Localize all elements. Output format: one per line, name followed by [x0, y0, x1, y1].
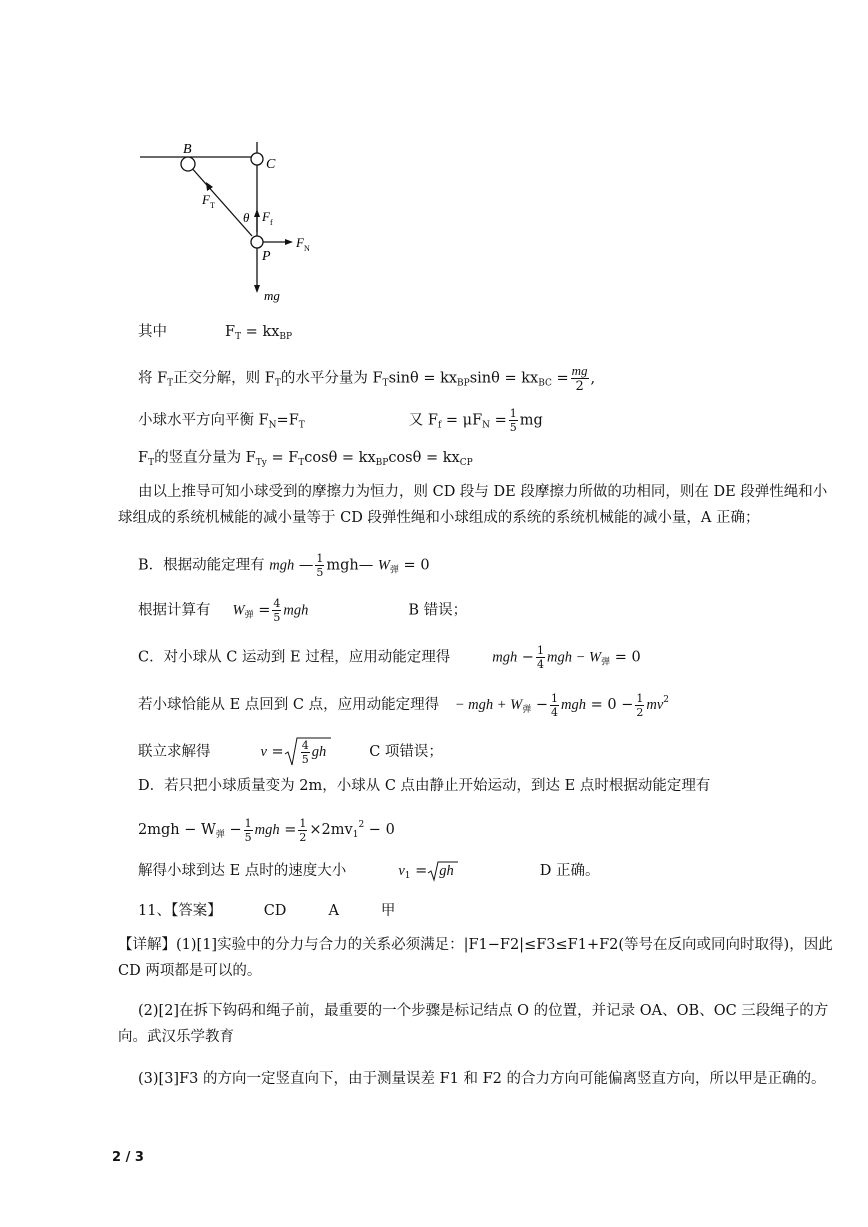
numerator: 1	[509, 407, 517, 420]
text: W	[377, 557, 390, 574]
label-fn: $F_N$	[296, 235, 310, 253]
text: 弹	[389, 565, 399, 576]
text: =	[279, 822, 297, 838]
text: 弹	[601, 657, 611, 668]
numerator: 4	[273, 597, 281, 610]
text: mgh—	[326, 557, 378, 574]
text: F	[138, 450, 149, 466]
fraction	[536, 645, 545, 670]
text: =	[551, 370, 569, 387]
text: 的竖直分量为 F	[154, 450, 256, 466]
text: T	[274, 378, 281, 389]
text: 根据计算有	[138, 602, 211, 619]
text: mgh	[254, 822, 280, 838]
text: Ty	[255, 458, 267, 468]
denominator: 5	[244, 830, 252, 844]
fraction	[571, 364, 589, 393]
numerator: 1	[551, 691, 559, 705]
text: 联立求解得	[138, 744, 211, 760]
text: 2	[358, 820, 365, 830]
fraction	[550, 693, 559, 718]
line-return-c	[138, 690, 669, 720]
fraction	[301, 740, 310, 765]
text: =	[410, 863, 428, 879]
label-c: C	[266, 157, 276, 172]
text: f	[437, 420, 442, 431]
denominator: 4	[536, 658, 544, 671]
text: 弹	[215, 830, 225, 840]
text: mgh	[283, 602, 309, 619]
line-energy-d	[138, 815, 395, 845]
text: 解得小球到达 E 点时的速度大小	[138, 863, 347, 879]
text: mgh	[561, 697, 587, 713]
denominator: 2	[299, 830, 307, 844]
paragraph-detail-1: 【详解】(1)[1]实验中的分力与合力的关系必须满足：|F1−F2|≤F3≤F1+F2(等号在反向或同向时取得)，因此 CD 两项都是可以的。	[118, 937, 833, 979]
text: BC	[538, 378, 552, 389]
text: ×2mv	[309, 822, 353, 838]
fraction	[635, 693, 644, 718]
text: N	[268, 420, 277, 431]
text: =F	[276, 412, 299, 429]
line-answer-11	[138, 901, 395, 921]
text: mgh	[492, 649, 518, 666]
fraction	[298, 818, 307, 843]
denominator: 4	[551, 705, 559, 719]
fraction	[272, 598, 281, 623]
numerator: 4	[301, 738, 309, 752]
denominator: 5	[509, 421, 517, 434]
text: B．根据动能定理有	[138, 557, 270, 574]
text: = 0	[610, 649, 641, 666]
text: N	[482, 420, 491, 431]
text: 2mgh − W	[138, 822, 216, 838]
text: sinθ = kx	[388, 370, 458, 387]
text: − 0	[364, 822, 395, 838]
text: T	[235, 332, 242, 342]
label-b: B	[183, 142, 192, 157]
numerator: 1	[244, 816, 252, 830]
text: F	[225, 324, 236, 340]
fraction	[509, 408, 518, 433]
text: 正交分解，则 F	[173, 370, 275, 387]
line-calc-b	[138, 598, 467, 626]
paragraph-conclusion-a: 由以上推导可知小球受到的摩擦力为恒力，则 CD 段与 DE 段摩擦力所做的功相同，则在 DE 段弹性绳和小球组成的系统机械能的减小量等于 CD 段弹性绳和小球组成的系统的系统机械能的减小量，A 正确；	[118, 484, 828, 526]
numerator: mg	[571, 363, 588, 378]
text: 2	[663, 695, 670, 705]
text: —	[294, 557, 314, 574]
line-option-b	[138, 553, 430, 581]
text: v	[398, 863, 405, 879]
text: = 0	[398, 557, 430, 574]
text: =	[266, 744, 284, 760]
text: = F	[266, 450, 299, 466]
text: mg	[519, 412, 543, 429]
numerator: 1	[316, 552, 324, 565]
line-vertical-component	[138, 448, 473, 473]
page-number: 2 / 3	[112, 1150, 144, 1165]
line-tension	[138, 322, 292, 347]
text: 11、【答案】	[138, 903, 222, 919]
text: 弹	[244, 610, 254, 621]
text: 甲	[380, 903, 396, 919]
text: B 错误；	[408, 602, 468, 619]
text: T	[167, 378, 174, 389]
text: 若小球恰能从 E 点回到 C 点，应用动能定理得	[138, 697, 440, 713]
ff-arrowhead	[254, 209, 260, 217]
paragraph-detail-2: (2)[2]在拆下钩码和绳子前，最重要的一个步骤是标记结点 O 的位置，并记录 OA、OB、OC 三段绳子的方向。武汉乐学教育	[118, 1003, 829, 1045]
sqrt-content	[299, 738, 327, 766]
mg-arrowhead	[254, 285, 260, 293]
text: 1	[352, 830, 359, 840]
text: 将 F	[138, 370, 168, 387]
text: = kx	[241, 324, 280, 340]
denominator: 5	[316, 566, 324, 579]
text: C．对小球从 C 运动到 E 过程，应用动能定理得	[138, 649, 451, 666]
text: −	[531, 697, 549, 713]
text: 弹	[522, 705, 532, 715]
text: gh	[311, 744, 327, 760]
fraction	[315, 553, 324, 578]
text: 1	[404, 871, 411, 881]
label-ff: $F_f$	[262, 209, 273, 227]
pulley-b	[181, 157, 195, 171]
ball-p	[251, 236, 263, 248]
line-option-c	[138, 645, 641, 673]
text: = μF	[441, 412, 483, 429]
text: cosθ = kx	[304, 450, 376, 466]
line-horizontal-balance	[138, 408, 543, 436]
fn-arrowhead	[285, 239, 293, 245]
text: v	[260, 744, 267, 760]
label-p: P	[262, 249, 271, 264]
line-speed-e	[138, 860, 599, 886]
text: D 正确。	[539, 863, 600, 879]
text: T	[298, 458, 305, 468]
text: =	[253, 602, 271, 619]
text: − mgh + W	[451, 697, 523, 713]
paragraph-detail-3: (3)[3]F3 的方向一定竖直向下，由于测量误差 F1 和 F2 的合力方向可能偏离竖直方向，所以甲是正确的。	[138, 1071, 826, 1087]
line-solve-v	[138, 736, 443, 768]
text: CP	[459, 458, 473, 468]
label-theta: θ	[243, 210, 250, 225]
text: CD	[263, 903, 287, 919]
line-decompose	[138, 364, 595, 394]
denominator: 2	[575, 379, 584, 394]
text: T	[148, 458, 155, 468]
text: BP	[279, 332, 293, 342]
text: ,	[590, 370, 596, 387]
text: 小球水平方向平衡 F	[138, 412, 269, 429]
pulley-c	[251, 153, 263, 165]
text: C 项错误；	[369, 744, 443, 760]
denominator: 5	[273, 611, 281, 624]
text: cosθ = kx	[388, 450, 460, 466]
numerator: 1	[636, 691, 644, 705]
label-ft: $F_T$	[202, 192, 215, 210]
text: BP	[457, 378, 470, 389]
text: mgh	[269, 557, 295, 574]
text: T	[298, 420, 305, 431]
text: −	[517, 649, 534, 666]
text: A	[328, 903, 339, 919]
fraction	[244, 818, 253, 843]
text: W	[232, 602, 245, 619]
label-mg: mg	[264, 288, 280, 303]
text: 的水平分量为 F	[280, 370, 383, 387]
text: =	[490, 412, 507, 429]
text: gh	[439, 863, 454, 879]
denominator: 2	[636, 705, 644, 719]
text: 又 F	[408, 412, 438, 429]
text: T	[382, 378, 389, 389]
line-option-d: D．若只把小球质量变为 2m，小球从 C 点由静止开始运动，到达 E 点时根据动能定理有	[138, 778, 711, 794]
text: − W	[571, 649, 602, 666]
text: BP	[375, 458, 389, 468]
elastic-string	[190, 166, 252, 236]
ft-arrowhead	[206, 182, 213, 191]
force-diagram	[0, 0, 868, 310]
text: 其中	[138, 324, 167, 340]
text: = 0 −	[586, 697, 634, 713]
text: sinθ = kx	[469, 370, 539, 387]
text: −	[224, 822, 242, 838]
denominator: 5	[301, 752, 309, 766]
numerator: 1	[536, 644, 544, 657]
text: mv	[646, 697, 664, 713]
text: mgh	[546, 649, 572, 666]
numerator: 1	[299, 816, 307, 830]
